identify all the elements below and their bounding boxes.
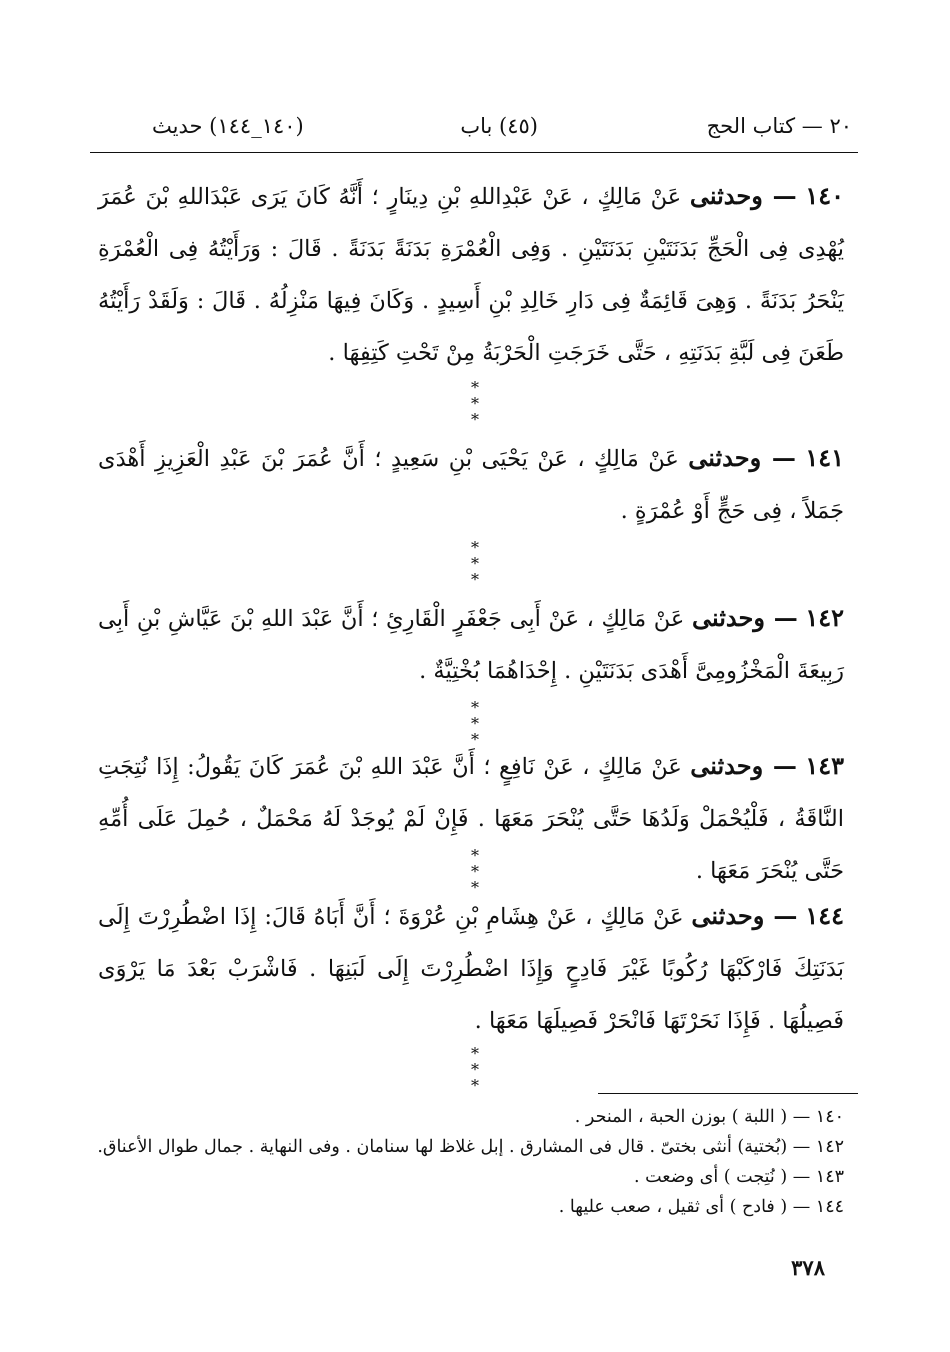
footnote-140: ١٤٠ — ( اللبة ) بوزن الحبة ، المنحر . (574, 1107, 844, 1127)
hadith-text: عَنْ مَالِكٍ ، عَنْ يَحْيَى بْنِ سَعِيدٍ ؛ أَنَّ عُمَرَ بْنَ عَبْدِ الْعَزِيزِ أَهْدَى جَمَلاً ، فِى حَجٍّ أَوْ عُمْرَةٍ . (98, 446, 844, 524)
hadith-lead-word: وحدثنى (689, 181, 763, 210)
hadith-143: ١٤٣ — وحدثنى عَنْ مَالِكٍ ، عَنْ نَافِعٍ ؛ أَنَّ عَبْدَ اللهِ بْنَ عُمَرَ كَانَ يَقُولُ: إِذَا نُتِجَتِ النَّاقَةُ ، فَلْيُحْمَلْ وَلَدُهَا حَتَّى يُنْحَرَ مَعَهَا . فَإِنْ لَمْ يُوجَدْ لَهُ مَحْمَلٌ ، حُمِلَ عَلَى أُمِّهِ حَتَّى يُنْحَرَ مَعَهَا . (98, 751, 844, 884)
section-separator: * * * (471, 1044, 487, 1095)
footnote-144: ١٤٤ — ( فادح ) أى ثقيل ، صعب عليها . (558, 1197, 844, 1217)
footnotes (97, 1102, 844, 1222)
footnote-divider (598, 1093, 858, 1094)
hadith-lead-word: وحدثنى (691, 603, 765, 632)
section-separator: * * * (471, 538, 487, 589)
hadith-lead-word: وحدثنى (690, 751, 764, 780)
hadith-141: ١٤١ — وحدثنى عَنْ مَالِكٍ ، عَنْ يَحْيَى بْنِ سَعِيدٍ ؛ أَنَّ عُمَرَ بْنَ عَبْدِ الْعَزِيزِ أَهْدَى جَمَلاً ، فِى حَجٍّ أَوْ عُمْرَةٍ . (98, 443, 844, 524)
header-divider (90, 152, 858, 153)
hadith-text: عَنْ مَالِكٍ ، عَنْ عَبْدِاللهِ بْنِ دِينَارٍ ؛ أَنَّهُ كَانَ يَرَى عَبْدَاللهِ بْنَ عُمَرَ يُهْدِى فِى الْحَجِّ بَدَنَتَيْنِ بَدَنَتَيْنِ . وَفِى الْعُمْرَةِ بَدَنَةً بَدَنَةً . قَالَ : وَرَأَيْتُهُ فِى الْعُمْرَةِ يَنْحَرُ بَدَنَةً . وَهِىَ قَائِمَةٌ فِى دَارِ خَالِدِ بْنِ أَسِيدٍ . وَكَانَ فِيهَا مَنْزِلُهُ . قَالَ : وَلَقَدْ رَأَيْتُهُ طَعَنَ فِى لَبَّةِ بَدَنَتِهِ ، حَتَّى خَرَجَتِ الْحَرْبَةُ مِنْ تَحْتِ كَتِفِهَا . (98, 184, 844, 366)
running-header (90, 110, 858, 146)
section-separator: * * * (471, 378, 487, 429)
section-separator: * * * (471, 846, 487, 897)
hadith-text: عَنْ مَالِكٍ ، عَنْ هِشَامِ بْنِ عُرْوَةَ ؛ أَنَّ أَبَاهُ قَالَ: إِذَا اضْطُرِرْتَ إِلَى بَدَنَتِكَ فَارْكَبْهَا رُكُوبًا غَيْرَ فَادِحٍ وَإِذَا اضْطُرِرْتَ إِلَى لَبَنِهَا . فَاشْرَبْ بَعْدَ مَا يَرْوَى فَصِيلُهَا . فَإِذَا نَحَرْتَهَا فَانْحَرْ فَصِيلَهَا مَعَهَا . (98, 904, 844, 1034)
header-chapter: (٤٥) باب (460, 114, 538, 138)
header-hadith-range: (١٤٠_١٤٤) حديث (152, 114, 304, 138)
hadith-text: عَنْ مَالِكٍ ، عَنْ أَبِى جَعْفَرٍ الْقَارِئِ ؛ أَنَّ عَبْدَ اللهِ بْنَ عَيَّاشِ بْنِ أَبِى رَبِيعَةَ الْمَخْزُومِىَّ أَهْدَى بَدَنَتَيْنِ . إِحْدَاهُمَا بُخْتِيَّةٌ . (98, 606, 844, 684)
hadith-142: ١٤٢ — وحدثنى عَنْ مَالِكٍ ، عَنْ أَبِى جَعْفَرٍ الْقَارِئِ ؛ أَنَّ عَبْدَ اللهِ بْنَ عَيَّاشِ بْنِ أَبِى رَبِيعَةَ الْمَخْزُومِىَّ أَهْدَى بَدَنَتَيْنِ . إِحْدَاهُمَا بُخْتِيَّةٌ . (98, 603, 844, 684)
footnote-143: ١٤٣ — ( نُتِجت ) أى وضعت . (634, 1167, 844, 1187)
hadith-number: ١٤١ (805, 443, 844, 472)
footnote-142: ١٤٢ — (بُختية) أنثى بختىّ . قال فى المشارق . إبل غلاظ لها سنامان . وفى النهاية . جمال طوال الأعناق. (97, 1137, 844, 1157)
hadith-text: عَنْ مَالِكٍ ، عَنْ نَافِعٍ ؛ أَنَّ عَبْدَ اللهِ بْنَ عُمَرَ كَانَ يَقُولُ: إِذَا نُتِجَتِ النَّاقَةُ ، فَلْيُحْمَلْ وَلَدُهَا حَتَّى يُنْحَرَ مَعَهَا . فَإِنْ لَمْ يُوجَدْ لَهُ مَحْمَلٌ ، حُمِلَ عَلَى أُمِّهِ حَتَّى يُنْحَرَ مَعَهَا . (98, 754, 844, 884)
hadith-144: ١٤٤ — وحدثنى عَنْ مَالِكٍ ، عَنْ هِشَامِ بْنِ عُرْوَةَ ؛ أَنَّ أَبَاهُ قَالَ: إِذَا اضْطُرِرْتَ إِلَى بَدَنَتِكَ فَارْكَبْهَا رُكُوبًا غَيْرَ فَادِحٍ وَإِذَا اضْطُرِرْتَ إِلَى لَبَنِهَا . فَاشْرَبْ بَعْدَ مَا يَرْوَى فَصِيلُهَا . فَإِذَا نَحَرْتَهَا فَانْحَرْ فَصِيلَهَا مَعَهَا . (98, 901, 844, 1034)
hadith-number: ١٤٤ (805, 901, 844, 930)
page-number: ٣٧٨ (791, 1255, 825, 1280)
section-separator: * * * (471, 698, 487, 749)
hadith-number: ١٤٠ (805, 181, 844, 210)
hadith-140: ١٤٠ — وحدثنى عَنْ مَالِكٍ ، عَنْ عَبْدِاللهِ بْنِ دِينَارٍ ؛ أَنَّهُ كَانَ يَرَى عَبْدَاللهِ بْنَ عُمَرَ يُهْدِى فِى الْحَجِّ بَدَنَتَيْنِ بَدَنَتَيْنِ . وَفِى الْعُمْرَةِ بَدَنَةً بَدَنَةً . قَالَ : وَرَأَيْتُهُ فِى الْعُمْرَةِ يَنْحَرُ بَدَنَةً . وَهِىَ قَائِمَةٌ فِى دَارِ خَالِدِ بْنِ أَسِيدٍ . وَكَانَ فِيهَا مَنْزِلُهُ . قَالَ : وَلَقَدْ رَأَيْتُهُ طَعَنَ فِى لَبَّةِ بَدَنَتِهِ ، حَتَّى خَرَجَتِ الْحَرْبَةُ مِنْ تَحْتِ كَتِفِهَا . (98, 181, 844, 366)
hadith-number: ١٤٣ (805, 751, 844, 780)
hadith-lead-word: وحدثنى (688, 443, 762, 472)
hadith-number: ١٤٢ (805, 603, 844, 632)
hadith-lead-word: وحدثنى (691, 901, 765, 930)
header-book-title: ٢٠ — كتاب الحج (706, 114, 852, 138)
